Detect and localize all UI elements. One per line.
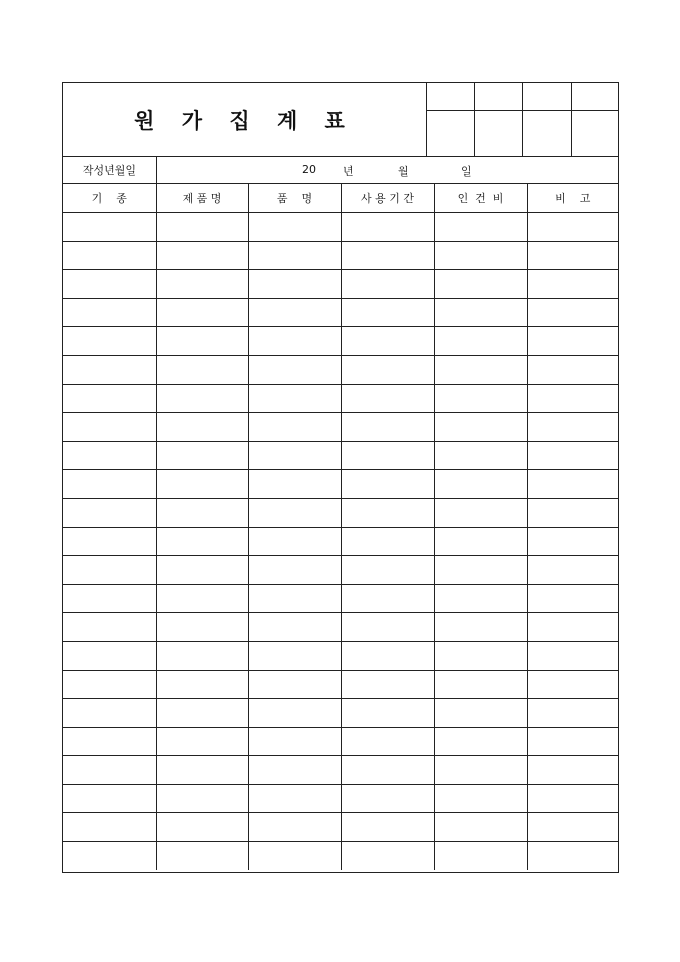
table-cell[interactable] — [248, 556, 341, 585]
table-row — [63, 727, 618, 756]
approval-cell[interactable] — [523, 111, 572, 156]
table-cell[interactable] — [63, 756, 156, 785]
table-row — [63, 270, 618, 299]
table-cell[interactable] — [527, 584, 618, 613]
table-cell[interactable] — [341, 842, 434, 870]
table-cell[interactable] — [156, 641, 248, 670]
table-cell[interactable] — [434, 613, 527, 642]
table-cell[interactable] — [63, 556, 156, 585]
table-cell[interactable] — [341, 699, 434, 728]
date-prefix: 20 — [302, 163, 316, 176]
column-header-model: 기 종 — [63, 184, 156, 213]
table-cell[interactable] — [527, 498, 618, 527]
table-cell[interactable] — [156, 784, 248, 813]
table-cell[interactable] — [341, 527, 434, 556]
table-row — [63, 384, 618, 413]
table-row — [63, 298, 618, 327]
table-row — [63, 756, 618, 785]
table-cell[interactable] — [156, 384, 248, 413]
table-cell[interactable] — [156, 355, 248, 384]
table-cell[interactable] — [248, 613, 341, 642]
table-cell[interactable] — [63, 270, 156, 299]
table-cell[interactable] — [341, 584, 434, 613]
table-cell[interactable] — [434, 384, 527, 413]
table-cell[interactable] — [248, 327, 341, 356]
table-cell[interactable] — [527, 641, 618, 670]
table-cell[interactable] — [527, 213, 618, 242]
title-cell — [63, 83, 427, 156]
table-cell[interactable] — [63, 727, 156, 756]
table-cell[interactable] — [341, 327, 434, 356]
table-cell[interactable] — [341, 384, 434, 413]
table-cell[interactable] — [341, 498, 434, 527]
table-cell[interactable] — [341, 298, 434, 327]
table-cell[interactable] — [63, 298, 156, 327]
table-cell[interactable] — [527, 670, 618, 699]
date-year-label: 년 — [343, 165, 354, 178]
table-cell[interactable] — [434, 756, 527, 785]
table-cell[interactable] — [434, 241, 527, 270]
table-cell[interactable] — [527, 727, 618, 756]
table-cell[interactable] — [63, 584, 156, 613]
table-cell[interactable] — [156, 213, 248, 242]
table-row — [63, 613, 618, 642]
table-cell[interactable] — [341, 813, 434, 842]
table-cell[interactable] — [341, 241, 434, 270]
table-cell[interactable] — [434, 699, 527, 728]
table-cell[interactable] — [434, 270, 527, 299]
cost-summary-form — [62, 82, 619, 873]
table-cell[interactable] — [527, 613, 618, 642]
table-cell[interactable] — [341, 670, 434, 699]
table-cell[interactable] — [248, 527, 341, 556]
table-cell[interactable] — [341, 641, 434, 670]
table-cell[interactable] — [341, 413, 434, 442]
table-cell[interactable] — [63, 670, 156, 699]
table-cell[interactable] — [341, 213, 434, 242]
date-month-label: 월 — [398, 165, 409, 178]
table-row — [63, 327, 618, 356]
table-row — [63, 699, 618, 728]
approval-cell[interactable] — [572, 83, 618, 111]
table-row — [63, 527, 618, 556]
table-row — [63, 641, 618, 670]
table-cell[interactable] — [434, 670, 527, 699]
table-cell[interactable] — [156, 298, 248, 327]
table-cell[interactable] — [527, 413, 618, 442]
table-cell[interactable] — [434, 498, 527, 527]
table-cell[interactable] — [248, 699, 341, 728]
table-row — [63, 670, 618, 699]
table-cell[interactable] — [248, 384, 341, 413]
table-cell[interactable] — [156, 498, 248, 527]
table-cell[interactable] — [341, 784, 434, 813]
table-cell[interactable] — [434, 413, 527, 442]
table-row — [63, 441, 618, 470]
table-cell[interactable] — [63, 613, 156, 642]
table-cell[interactable] — [434, 641, 527, 670]
table-cell[interactable] — [341, 441, 434, 470]
column-header-product-name: 제 품 명 — [156, 184, 248, 213]
table-header-row — [63, 184, 618, 213]
table-cell[interactable] — [527, 298, 618, 327]
table-cell[interactable] — [248, 784, 341, 813]
table-cell[interactable] — [527, 241, 618, 270]
table-cell[interactable] — [63, 842, 156, 870]
table-row — [63, 213, 618, 242]
table-cell[interactable] — [156, 527, 248, 556]
table-cell[interactable] — [63, 699, 156, 728]
table-cell[interactable] — [434, 842, 527, 870]
table-cell[interactable] — [527, 384, 618, 413]
form-title: 원 가 집 계 표 — [134, 107, 355, 133]
table-row — [63, 556, 618, 585]
table-cell[interactable] — [434, 727, 527, 756]
table-cell[interactable] — [248, 413, 341, 442]
table-cell[interactable] — [63, 527, 156, 556]
table-cell[interactable] — [527, 441, 618, 470]
table-cell[interactable] — [156, 727, 248, 756]
approval-cell[interactable] — [427, 83, 475, 111]
table-cell[interactable] — [527, 699, 618, 728]
table-cell[interactable] — [156, 813, 248, 842]
approval-cell[interactable] — [475, 83, 523, 111]
table-cell[interactable] — [156, 413, 248, 442]
table-cell[interactable] — [248, 213, 341, 242]
table-cell[interactable] — [248, 498, 341, 527]
date-row — [63, 156, 618, 184]
table-cell[interactable] — [63, 384, 156, 413]
table-row — [63, 784, 618, 813]
table-row — [63, 413, 618, 442]
table-cell[interactable] — [63, 784, 156, 813]
table-cell[interactable] — [156, 613, 248, 642]
table-cell[interactable] — [341, 727, 434, 756]
table-cell[interactable] — [527, 327, 618, 356]
table-cell[interactable] — [156, 270, 248, 299]
table-cell[interactable] — [248, 670, 341, 699]
table-cell[interactable] — [527, 270, 618, 299]
table-cell[interactable] — [156, 241, 248, 270]
table-cell[interactable] — [156, 756, 248, 785]
table-row — [63, 241, 618, 270]
table-cell[interactable] — [527, 527, 618, 556]
table-row — [63, 584, 618, 613]
table-cell[interactable] — [63, 470, 156, 499]
table-row — [63, 813, 618, 842]
table-row — [63, 470, 618, 499]
column-header-usage-period: 사 용 기 간 — [341, 184, 434, 213]
table-cell[interactable] — [341, 756, 434, 785]
table-cell[interactable] — [248, 298, 341, 327]
table-cell[interactable] — [63, 241, 156, 270]
table-cell[interactable] — [341, 470, 434, 499]
table-cell[interactable] — [341, 355, 434, 384]
approval-box — [427, 83, 618, 156]
table-cell[interactable] — [156, 441, 248, 470]
table-cell[interactable] — [63, 327, 156, 356]
table-cell[interactable] — [434, 813, 527, 842]
table-cell[interactable] — [341, 270, 434, 299]
table-body — [63, 213, 618, 870]
table-cell[interactable] — [248, 842, 341, 870]
approval-cell[interactable] — [427, 111, 475, 156]
table-cell[interactable] — [434, 355, 527, 384]
table-cell[interactable] — [527, 813, 618, 842]
table-cell[interactable] — [156, 470, 248, 499]
table-cell[interactable] — [156, 670, 248, 699]
table-row — [63, 355, 618, 384]
table-cell[interactable] — [527, 470, 618, 499]
table-cell[interactable] — [527, 355, 618, 384]
table-cell[interactable] — [248, 641, 341, 670]
table-cell[interactable] — [434, 527, 527, 556]
approval-cell[interactable] — [572, 111, 618, 156]
table-cell[interactable] — [434, 298, 527, 327]
table-cell[interactable] — [156, 327, 248, 356]
table-cell[interactable] — [248, 584, 341, 613]
table-cell[interactable] — [434, 327, 527, 356]
table-cell[interactable] — [63, 355, 156, 384]
table-cell[interactable] — [248, 470, 341, 499]
table-cell[interactable] — [63, 413, 156, 442]
approval-cell[interactable] — [475, 111, 523, 156]
table-cell[interactable] — [527, 784, 618, 813]
table-cell[interactable] — [527, 556, 618, 585]
table-row — [63, 842, 618, 870]
table-cell[interactable] — [156, 699, 248, 728]
date-day-label: 일 — [461, 165, 472, 178]
table-cell[interactable] — [434, 784, 527, 813]
table-cell[interactable] — [248, 727, 341, 756]
table-cell[interactable] — [63, 641, 156, 670]
table-cell[interactable] — [248, 270, 341, 299]
table-cell[interactable] — [527, 756, 618, 785]
table-cell[interactable] — [63, 813, 156, 842]
table-cell[interactable] — [341, 613, 434, 642]
approval-cell[interactable] — [523, 83, 572, 111]
table-cell[interactable] — [434, 441, 527, 470]
table-cell[interactable] — [63, 498, 156, 527]
table-cell[interactable] — [434, 556, 527, 585]
column-header-item-name: 품 명 — [248, 184, 341, 213]
table-cell[interactable] — [248, 355, 341, 384]
table-cell[interactable] — [434, 470, 527, 499]
table-cell[interactable] — [248, 756, 341, 785]
table-cell[interactable] — [248, 241, 341, 270]
column-header-remarks: 비 고 — [527, 184, 618, 213]
table-cell[interactable] — [63, 441, 156, 470]
cost-table — [63, 184, 618, 870]
table-cell[interactable] — [156, 584, 248, 613]
date-label: 작성년월일 — [63, 156, 157, 183]
table-cell[interactable] — [527, 842, 618, 870]
table-row — [63, 498, 618, 527]
table-cell[interactable] — [434, 584, 527, 613]
table-cell[interactable] — [156, 556, 248, 585]
form-header — [63, 83, 618, 157]
table-cell[interactable] — [434, 213, 527, 242]
table-cell[interactable] — [63, 213, 156, 242]
table-cell[interactable] — [248, 441, 341, 470]
table-cell[interactable] — [156, 842, 248, 870]
column-header-labor-cost: 인 건 비 — [434, 184, 527, 213]
table-cell[interactable] — [341, 556, 434, 585]
table-cell[interactable] — [248, 813, 341, 842]
